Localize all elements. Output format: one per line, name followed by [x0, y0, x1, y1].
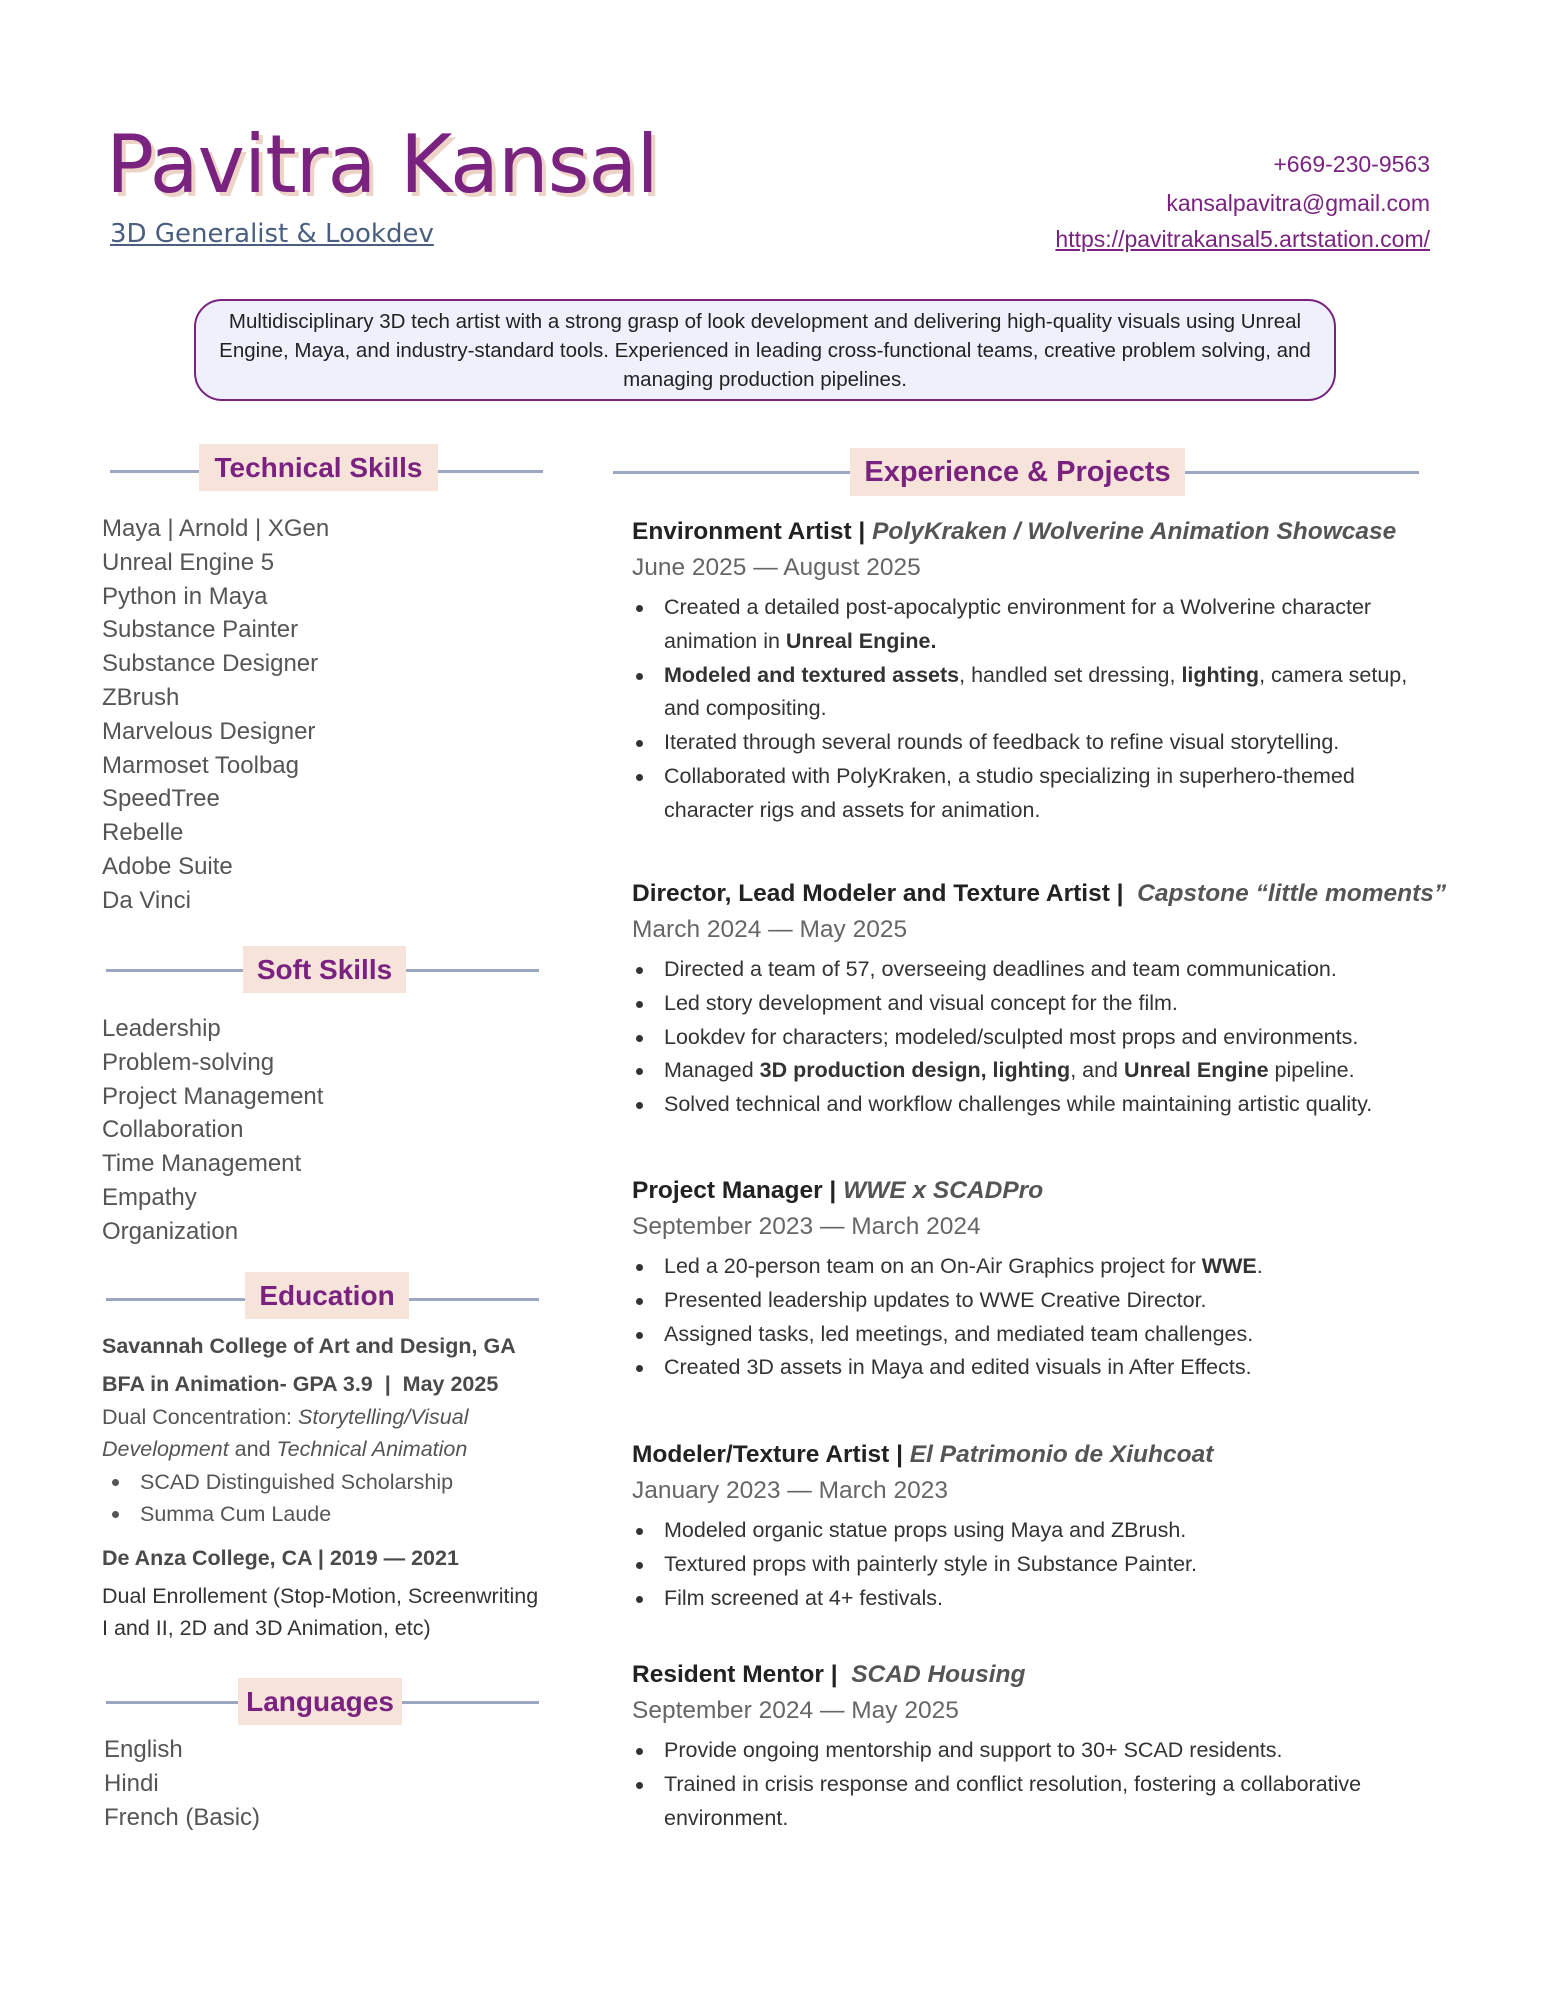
job-project: El Patrimonio de Xiuhcoat [909, 1441, 1214, 1468]
text: Created 3D assets in Maya and edited visuals in After Effects. [664, 1355, 1252, 1380]
bullet-item [632, 987, 1432, 1021]
job-title-line [632, 1441, 1452, 1477]
skill-item: Unreal Engine 5 [102, 548, 275, 576]
job-project: PolyKraken / Wolverine Animation Showcase [872, 518, 1397, 545]
email: kansalpavitra@gmail.com [1166, 190, 1430, 216]
job-project: Capstone “little moments” [1137, 880, 1447, 907]
concentration-1: Storytelling/Visual [298, 1405, 469, 1429]
job-bullets [632, 1514, 1452, 1615]
soft-skill-item: Problem-solving [102, 1048, 275, 1076]
text: Assigned tasks, led meetings, and mediated team challenges. [664, 1321, 1254, 1346]
skill-item: Maya | Arnold | XGen [102, 515, 330, 542]
soft-skills-list [102, 1012, 323, 1249]
skill-item: ZBrush [102, 683, 180, 711]
text: Managed [664, 1058, 760, 1083]
job-entry [632, 1661, 1452, 1835]
technical-skills-heading: Technical Skills [199, 444, 438, 491]
summary-text: Multidisciplinary 3D tech artist with a strong grasp of look development and delivering high-quality visuals using Unreal Engine, Maya, and industry-standard tools. Experienced in leading cross-functional teams, creative problem solving, and managing production pipelines. [219, 309, 1311, 391]
honor-item: Summa Cum Laude [102, 1498, 453, 1530]
text: Directed a team of 57, overseeing deadlines and team communication. [664, 957, 1337, 981]
job-project: SCAD Housing [851, 1661, 1026, 1688]
bold-text: WWE [1201, 1254, 1257, 1278]
job-dates: June 2025 — August 2025 [632, 554, 921, 581]
job-dates: September 2024 — May 2025 [632, 1697, 959, 1724]
job-title-line [632, 518, 1452, 554]
bold-text: Modeled and textured assets [664, 662, 960, 687]
skill-item: Marmoset Toolbag [102, 751, 299, 779]
bullet-item [632, 1054, 1432, 1088]
bullet-item [632, 1351, 1432, 1385]
candidate-title: 3D Generalist & Lookdev [110, 219, 434, 249]
bullet-item [632, 1582, 1432, 1616]
education-heading: Education [245, 1272, 409, 1319]
candidate-name: Pavitra Kansal [106, 118, 658, 211]
bold-text: Unreal Engine [1123, 1058, 1269, 1083]
job-bullets [632, 1250, 1452, 1385]
skill-item: Rebelle [102, 819, 184, 847]
concentration-label: Dual Concentration: [102, 1405, 298, 1429]
languages-list [104, 1733, 260, 1834]
text: Iterated through several rounds of feedback to refine visual storytelling. [664, 730, 1340, 755]
bullet-item [632, 1284, 1432, 1318]
job-dates: March 2024 — May 2025 [632, 916, 908, 943]
job-role: Environment Artist | [632, 518, 873, 545]
bullet-item [632, 591, 1432, 659]
skill-item: Substance Designer [102, 650, 319, 678]
de-anza-detail-2: I and II, 2D and 3D Animation, etc) [102, 1616, 431, 1640]
skill-item: Adobe Suite [102, 852, 233, 880]
honor-item: SCAD Distinguished Scholarship [102, 1466, 453, 1498]
concentration-and: and [228, 1437, 277, 1461]
de-anza-detail-1: Dual Enrollement (Stop-Motion, Screenwriting [102, 1584, 539, 1608]
language-item: Hindi [104, 1769, 159, 1797]
text: , handled set dressing, [959, 662, 1182, 687]
job-entry [632, 1441, 1452, 1615]
text: , camera setup, and compositing. [664, 662, 1408, 721]
concentration-line-2 [102, 1437, 467, 1462]
job-role: Modeler/Texture Artist | [632, 1441, 910, 1468]
portfolio-link[interactable]: https://pavitrakansal5.artstation.com/ [1055, 226, 1430, 252]
bullet-item [632, 1021, 1432, 1055]
job-title-line [632, 880, 1452, 916]
bullet-item [632, 726, 1432, 760]
concentration-line-1 [102, 1405, 469, 1430]
text: Trained in crisis response and conflict resolution, fostering a collaborative environment. [664, 1771, 1362, 1830]
job-dates: September 2023 — March 2024 [632, 1213, 981, 1240]
bullet-item [632, 1088, 1432, 1122]
languages-heading: Languages [238, 1678, 402, 1725]
text: Presented leadership updates to WWE Creative Director. [664, 1287, 1207, 1312]
concentration-2: Development [102, 1437, 229, 1461]
soft-skill-item: Collaboration [102, 1116, 244, 1144]
bullet-item [632, 659, 1432, 727]
job-entry [632, 1177, 1452, 1385]
job-entry [632, 518, 1452, 828]
text: , and [1070, 1058, 1124, 1083]
skill-item: Python in Maya [102, 582, 268, 610]
bold-text: 3D production design, lighting [759, 1058, 1071, 1083]
school-de-anza: De Anza College, CA | 2019 — 2021 [102, 1546, 459, 1570]
text: Collaborated with PolyKraken, a studio specializing in superhero-themed character rigs and assets for animation. [664, 763, 1355, 822]
text: Modeled organic statue props using Maya and ZBrush. [664, 1518, 1187, 1542]
bullet-item [632, 1768, 1432, 1836]
job-title-line [632, 1661, 1452, 1697]
soft-skill-item: Time Management [102, 1150, 302, 1178]
text: Created a detailed post-apocalyptic environment for a Wolverine character animation in [664, 595, 1372, 653]
job-role: Resident Mentor | [632, 1661, 852, 1688]
job-bullets [632, 1734, 1452, 1835]
job-dates: January 2023 — March 2023 [632, 1477, 948, 1504]
text: pipeline. [1268, 1058, 1355, 1083]
soft-skill-item: Organization [102, 1217, 239, 1245]
text: Solved technical and workflow challenges while maintaining artistic quality. [664, 1092, 1373, 1117]
text: Provide ongoing mentorship and support to 30+ SCAD residents. [664, 1738, 1283, 1762]
honors-list [102, 1466, 453, 1530]
soft-skill-item: Empathy [102, 1183, 197, 1211]
bold-text: lighting [1181, 662, 1260, 687]
skill-item: Substance Painter [102, 616, 299, 644]
language-item: English [104, 1736, 183, 1763]
job-title-line [632, 1177, 1452, 1213]
job-bullets [632, 953, 1452, 1122]
bullet-item [632, 1514, 1432, 1548]
job-project: WWE x SCADPro [843, 1177, 1044, 1204]
job-role: Project Manager | [632, 1177, 844, 1204]
bullet-item [632, 1734, 1432, 1768]
text: Led a 20-person team on an On-Air Graphics project for [664, 1254, 1202, 1278]
bold-text: Unreal Engine. [785, 628, 937, 653]
summary-box [194, 299, 1336, 401]
text: Film screened at 4+ festivals. [664, 1585, 944, 1610]
soft-skill-item: Leadership [102, 1015, 221, 1042]
bullet-item [632, 953, 1432, 987]
bullet-item [632, 760, 1432, 828]
soft-skill-item: Project Management [102, 1082, 324, 1110]
school-scad: Savannah College of Art and Design, GA [102, 1334, 516, 1358]
experience-heading: Experience & Projects [850, 448, 1185, 496]
job-bullets [632, 591, 1452, 828]
skill-item: Marvelous Designer [102, 717, 316, 745]
bullet-item [632, 1318, 1432, 1352]
soft-skills-heading: Soft Skills [243, 946, 406, 993]
text: Textured props with painterly style in Substance Painter. [664, 1551, 1198, 1576]
text: . [1256, 1254, 1263, 1278]
language-item: French (Basic) [104, 1803, 261, 1831]
concentration-3: Technical Animation [276, 1437, 468, 1461]
job-role: Director, Lead Modeler and Texture Artist | [632, 880, 1138, 907]
skill-item: Da Vinci [102, 886, 191, 914]
text: Lookdev for characters; modeled/sculpted most props and environments. [664, 1024, 1359, 1049]
degree-bfa: BFA in Animation- GPA 3.9 | May 2025 [102, 1372, 499, 1396]
bullet-item [632, 1548, 1432, 1582]
technical-skills-list [102, 512, 329, 918]
skill-item: SpeedTree [102, 785, 220, 813]
text: Led story development and visual concept for the film. [664, 990, 1178, 1015]
job-entry [632, 880, 1452, 1122]
bullet-item [632, 1250, 1432, 1284]
phone: +669-230-9563 [1273, 151, 1430, 177]
